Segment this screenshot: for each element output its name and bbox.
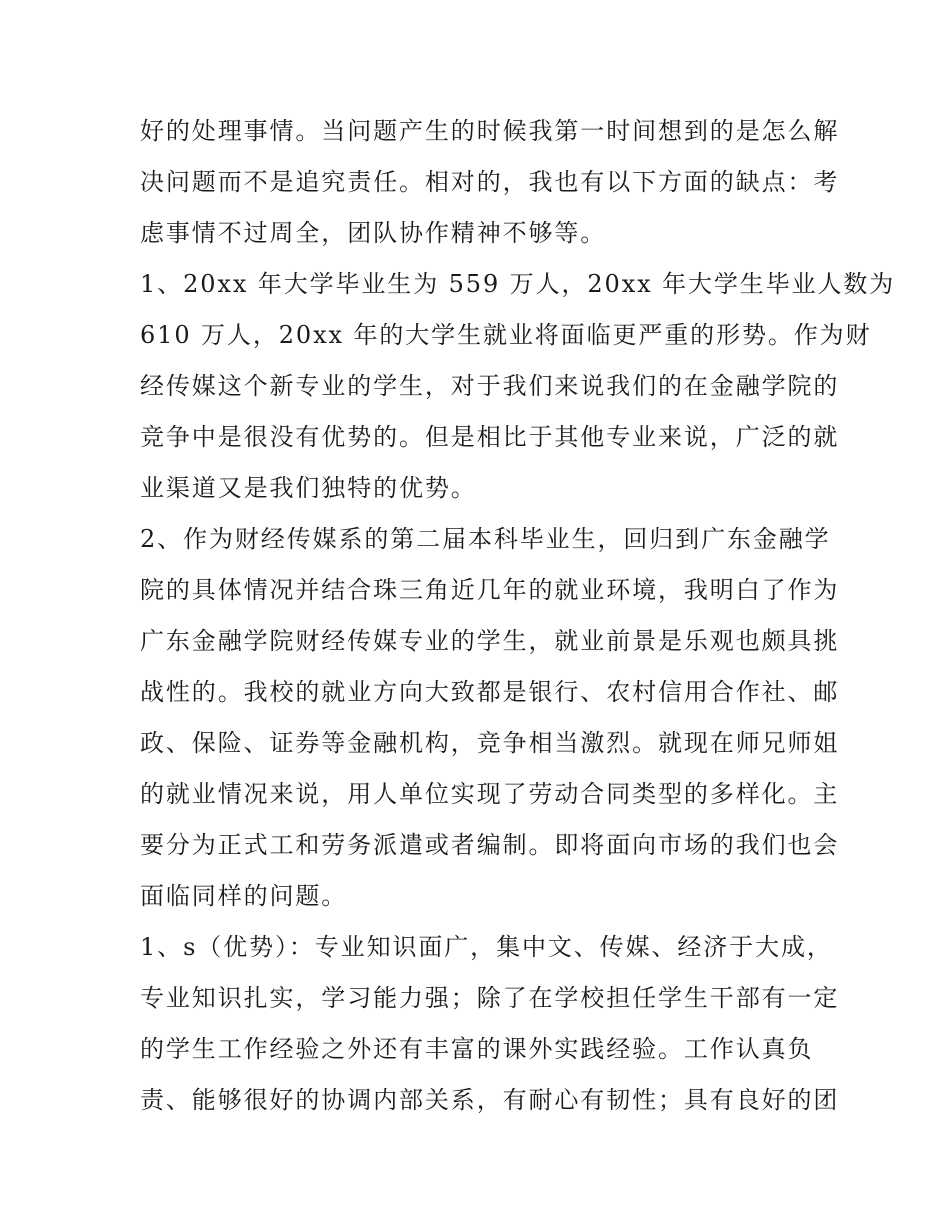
text-line: 广东金融学院财经传媒专业的学生，就业前景是乐观也颇具挑 (140, 627, 840, 655)
text-line: 战性的。我校的就业方向大致都是银行、农村信用合作社、邮 (140, 678, 840, 706)
text-line: 虑事情不过周全，团队协作精神不够等。 (140, 219, 607, 247)
text-line: 决问题而不是追究责任。相对的，我也有以下方面的缺点：考 (140, 168, 840, 196)
text-line: 1、s（优势）：专业知识面广，集中文、传媒、经济于大成， (140, 933, 833, 961)
text-line: 的学生工作经验之外还有丰富的课外实践经验。工作认真负 (140, 1035, 814, 1063)
text-line: 1、20xx 年大学毕业生为 559 万人，20xx 年大学生毕业人数为 (140, 270, 896, 298)
text-line: 610 万人，20xx 年的大学生就业将面临更严重的形势。作为财 (140, 321, 872, 349)
text-line: 业渠道又是我们独特的优势。 (140, 474, 477, 502)
text-line: 竞争中是很没有优势的。但是相比于其他专业来说，广泛的就 (140, 423, 840, 451)
body-text (140, 106, 896, 1126)
text-line: 面临同样的问题。 (140, 882, 348, 910)
text-line: 2、作为财经传媒系的第二届本科毕业生，回归到广东金融学 (140, 525, 831, 553)
text-line: 的就业情况来说，用人单位实现了劳动合同类型的多样化。主 (140, 780, 840, 808)
text-line: 责、能够很好的协调内部关系，有耐心有韧性；具有良好的团 (140, 1086, 840, 1114)
text-line: 经传媒这个新专业的学生，对于我们来说我们的在金融学院的 (140, 372, 840, 400)
text-line: 要分为正式工和劳务派遣或者编制。即将面向市场的我们也会 (140, 831, 840, 859)
text-line: 好的处理事情。当问题产生的时候我第一时间想到的是怎么解 (140, 117, 840, 145)
text-line: 专业知识扎实，学习能力强；除了在学校担任学生干部有一定 (140, 984, 840, 1012)
text-line: 政、保险、证券等金融机构，竞争相当激烈。就现在师兄师姐 (140, 729, 840, 757)
text-line: 院的具体情况并结合珠三角近几年的就业环境，我明白了作为 (140, 576, 840, 604)
